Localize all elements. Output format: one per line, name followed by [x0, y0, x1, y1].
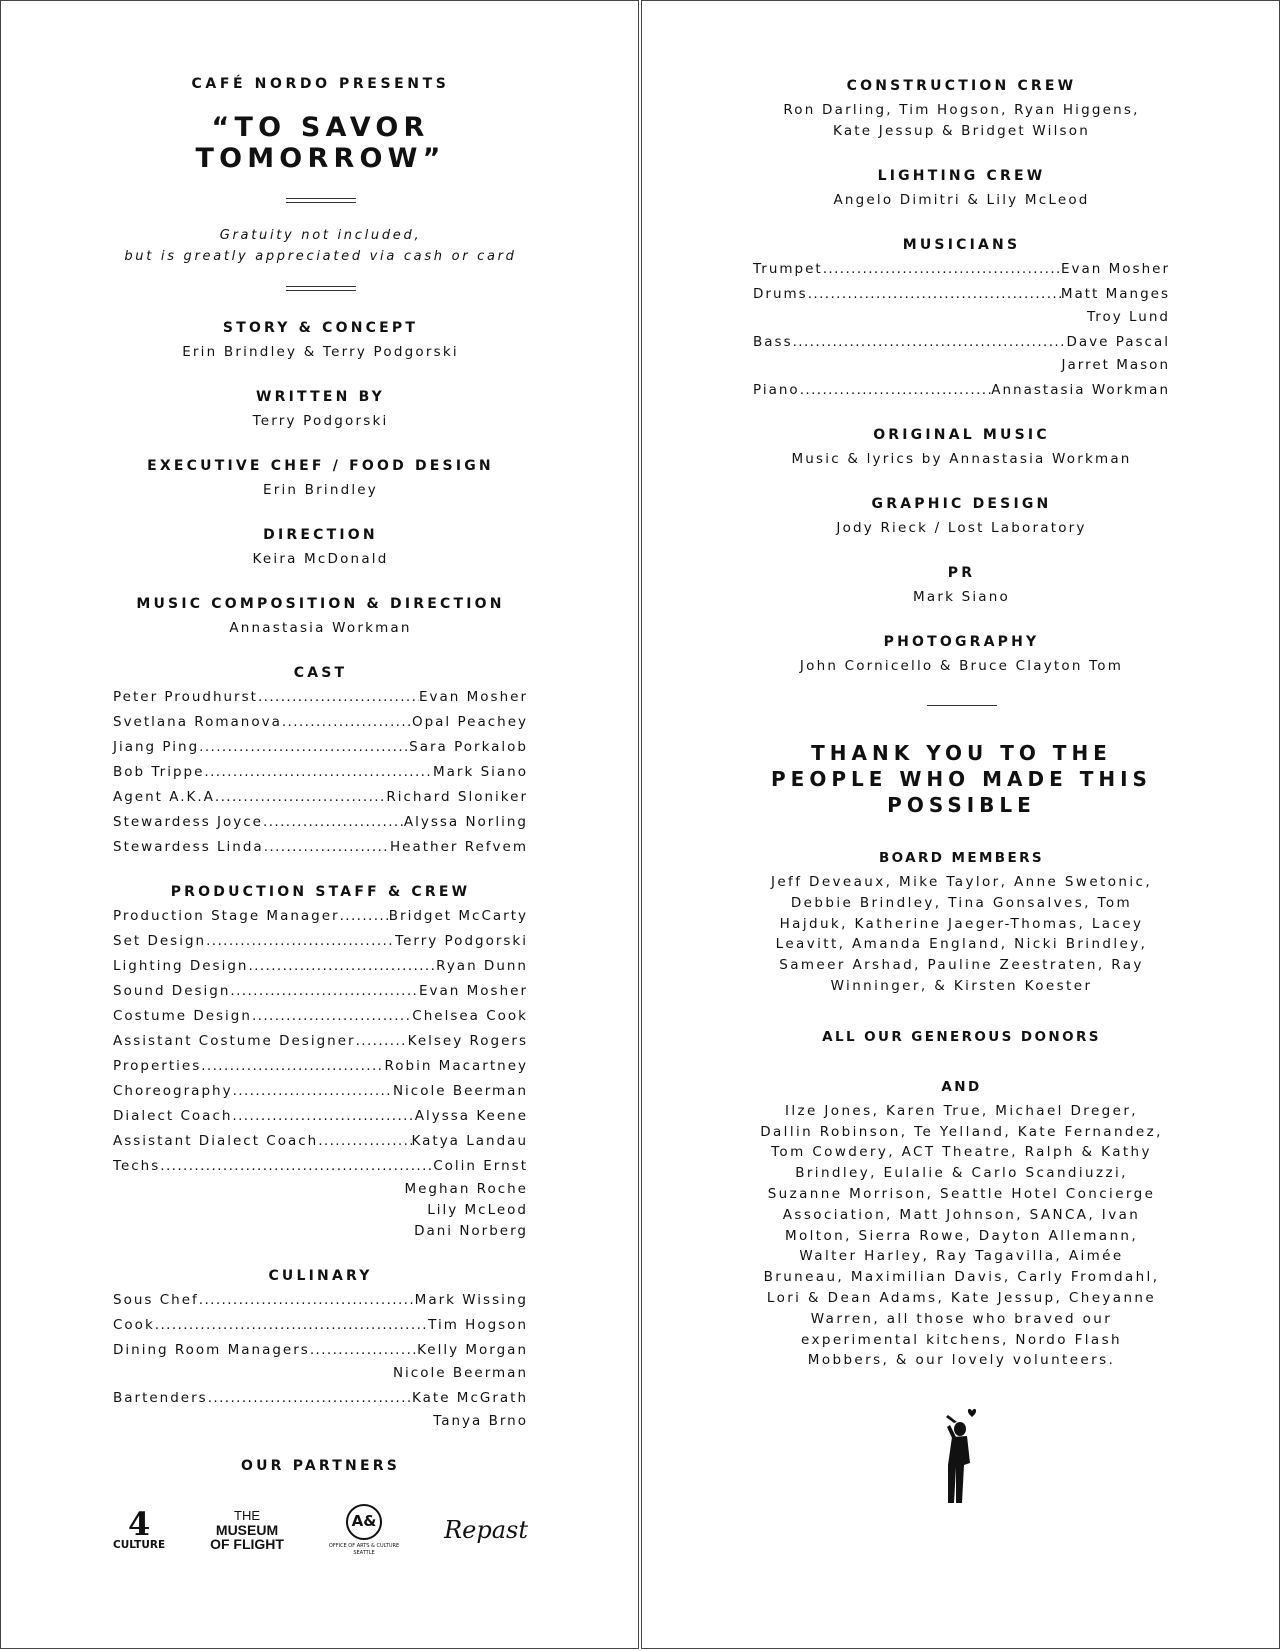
- 4culture-logo: 4 CULTURE: [113, 1505, 166, 1551]
- musicians-list: [753, 259, 1170, 401]
- credit-names: Kate Jessup & Bridget Wilson: [833, 123, 1090, 139]
- credit-names: Music & lyrics by Annastasia Workman: [791, 451, 1132, 467]
- culinary-extra-name: Nicole Beerman: [392, 1365, 528, 1381]
- credit-names: Terry Podgorski: [252, 413, 389, 429]
- credit-heading: ORIGINAL MUSIC: [873, 427, 1050, 443]
- credit-heading: DIRECTION: [263, 527, 378, 543]
- thanks-names: Ilze Jones, Karen True, Michael Dreger, Dallin Robinson, Te Yelland, Kate Fernandez, Tom Cowdery, ACT Theatre, Ralph & Kathy Brindley, Eulalie & Carlo Scandiuzzi, Suzanne Morrison, Seattle Hotel Concierge Association, Matt Johnson, SANCA, Ivan Molton, Sierra Rowe, Dayton Allemann, Walter Harley, Ray Tagavilla, Aimée Bruneau, Maximilian Davis, Carly Fromdahl, Lori & Dean Adams, Kate Jessup, Cheyanne Warren, all those who braved our experimental kitchens, Nordo Flash Mobbers, & our lovely volunteers.: [760, 1102, 1163, 1369]
- cast-row: Svetlana Romanova ..... Opal Peachey: [113, 712, 528, 733]
- board-section: [753, 848, 1170, 997]
- credit-original-music: [753, 425, 1170, 470]
- cast-row: Stewardess Joyce ..... Alyssa Norling: [113, 812, 528, 833]
- board-heading: BOARD MEMBERS: [878, 850, 1045, 866]
- presenter-line: CAFÉ NORDO PRESENTS: [191, 76, 450, 92]
- credit-names: John Cornicello & Bruce Clayton Tom: [799, 658, 1124, 674]
- donors-heading: ALL OUR GENEROUS DONORS: [822, 1028, 1101, 1045]
- crew-row: Production Stage Manager ..... Bridget McCarty: [113, 906, 528, 927]
- musician-row: Drums ..... Matt Manges: [753, 284, 1170, 305]
- production-list: [113, 906, 528, 1242]
- cast-list: [113, 687, 528, 858]
- cast-row: Bob Trippe ..... Mark Siano: [113, 762, 528, 783]
- credit-names: Jody Rieck / Lost Laboratory: [836, 520, 1087, 536]
- credit-executive-chef: [113, 456, 528, 501]
- crew-row: Costume Design ..... Chelsea Cook: [113, 1006, 528, 1027]
- double-rule: [286, 286, 356, 291]
- crew-extra-name: Lily McLeod: [427, 1202, 528, 1218]
- cast-row: Jiang Ping ..... Sara Porkalob: [113, 737, 528, 758]
- credit-graphic-design: [753, 494, 1170, 539]
- crew-extra-name: Meghan Roche: [404, 1181, 528, 1197]
- credit-names: Ron Darling, Tim Hogson, Ryan Higgens,: [783, 102, 1140, 118]
- man-with-heart-icon: [936, 1405, 988, 1505]
- left-column: [113, 0, 528, 1560]
- credit-names: Annastasia Workman: [229, 620, 412, 636]
- crew-row: Dialect Coach ..... Alyssa Keene: [113, 1106, 528, 1127]
- crew-row: Properties ..... Robin Macartney: [113, 1056, 528, 1077]
- musician-row: Trumpet ..... Evan Mosher: [753, 259, 1170, 280]
- credit-names: Erin Brindley & Terry Podgorski: [182, 344, 459, 360]
- gratuity-line: but is greatly appreciated via cash or card: [124, 249, 517, 264]
- cast-row: Peter Proudhurst ..... Evan Mosher: [113, 687, 528, 708]
- office-of-arts-culture-logo: A& OFFICE OF ARTS & CULTURE SEATTLE: [329, 1504, 399, 1557]
- and-heading: AND: [941, 1078, 982, 1095]
- cast-row: Stewardess Linda ..... Heather Refvem: [113, 837, 528, 858]
- crew-row: Lighting Design ..... Ryan Dunn: [113, 956, 528, 977]
- musician-row: Piano ..... Annastasia Workman: [753, 380, 1170, 401]
- production-section: [113, 882, 528, 1242]
- right-column: [753, 0, 1170, 1509]
- credit-heading: MUSIC COMPOSITION & DIRECTION: [136, 596, 505, 612]
- credit-music-composition: [113, 594, 528, 639]
- gratuity-line: Gratuity not included,: [219, 228, 422, 243]
- museum-of-flight-logo: THE MUSEUM OF FLIGHT: [210, 1508, 284, 1552]
- divider: [927, 705, 997, 706]
- culinary-row: Cook ..... Tim Hogson: [113, 1315, 528, 1336]
- crew-extra-name: Dani Norberg: [414, 1223, 528, 1239]
- credit-heading: LIGHTING CREW: [877, 168, 1046, 184]
- credit-photography: [753, 632, 1170, 677]
- credit-names: Mark Siano: [913, 589, 1010, 605]
- and-section: [753, 1077, 1170, 1371]
- culinary-row: Bartenders ..... Kate McGrath: [113, 1388, 528, 1409]
- credit-story: [113, 318, 528, 363]
- crew-row: Set Design ..... Terry Podgorski: [113, 931, 528, 952]
- musicians-section: [753, 235, 1170, 401]
- credit-heading: WRITTEN BY: [255, 389, 386, 405]
- partner-logos: [113, 1500, 528, 1560]
- credit-heading: PHOTOGRAPHY: [883, 634, 1040, 650]
- thank-you-heading: THANK YOU TO THE PEOPLE WHO MADE THIS POSSIBLE: [771, 741, 1152, 817]
- cast-heading: CAST: [293, 665, 348, 681]
- crew-row: Assistant Costume Designer ..... Kelsey Rogers: [113, 1031, 528, 1052]
- credit-construction: [753, 76, 1170, 142]
- culinary-list: [113, 1290, 528, 1432]
- credit-heading: EXECUTIVE CHEF / FOOD DESIGN: [147, 458, 494, 474]
- credit-pr: [753, 563, 1170, 608]
- crew-row: Sound Design ..... Evan Mosher: [113, 981, 528, 1002]
- musician-extra-name: Jarret Mason: [1061, 357, 1170, 373]
- credit-heading: STORY & CONCEPT: [222, 320, 419, 336]
- partners-section: [113, 1456, 528, 1560]
- crew-row: Assistant Dialect Coach ..... Katya Landau: [113, 1131, 528, 1152]
- credit-lighting-crew: [753, 166, 1170, 211]
- repast-logo: Repast: [444, 1516, 528, 1544]
- credit-heading: PR: [947, 565, 976, 581]
- culinary-heading: CULINARY: [268, 1268, 373, 1284]
- gratuity-note: [113, 225, 528, 267]
- double-rule: [286, 198, 356, 203]
- credit-names: Erin Brindley: [262, 482, 378, 498]
- cast-row: Agent A.K.A ..... Richard Sloniker: [113, 787, 528, 808]
- credit-heading: GRAPHIC DESIGN: [871, 496, 1052, 512]
- culinary-row: Sous Chef ..... Mark Wissing: [113, 1290, 528, 1311]
- show-title: “TO SAVOR TOMORROW”: [195, 112, 446, 174]
- crew-row: Choreography ..... Nicole Beerman: [113, 1081, 528, 1102]
- culinary-extra-name: Tanya Brno: [433, 1413, 528, 1429]
- musician-row: Bass ..... Dave Pascal: [753, 332, 1170, 353]
- board-names: Jeff Deveaux, Mike Taylor, Anne Swetonic, Debbie Brindley, Tina Gonsalves, Tom Hajduk, Katherine Jaeger-Thomas, Lacey Leavitt, Amanda England, Nicki Brindley, Sameer Arshad, Pauline Zeestraten, Ray Winninger, & Kirsten Koester: [770, 874, 1153, 994]
- cast-section: [113, 663, 528, 858]
- credit-names: Angelo Dimitri & Lily McLeod: [833, 192, 1090, 208]
- culinary-row: Dining Room Managers ..... Kelly Morgan: [113, 1340, 528, 1361]
- musician-extra-name: Troy Lund: [1086, 309, 1170, 325]
- production-heading: PRODUCTION STAFF & CREW: [170, 884, 471, 900]
- crew-row: Techs ..... Colin Ernst: [113, 1156, 528, 1177]
- musicians-heading: MUSICIANS: [902, 237, 1021, 253]
- credit-direction: [113, 525, 528, 570]
- credit-names: Keira McDonald: [252, 551, 389, 567]
- silhouette-illustration: [753, 1405, 1170, 1509]
- culinary-section: [113, 1266, 528, 1432]
- partners-heading: OUR PARTNERS: [241, 1458, 400, 1474]
- credit-written-by: [113, 387, 528, 432]
- credit-heading: CONSTRUCTION CREW: [846, 78, 1077, 94]
